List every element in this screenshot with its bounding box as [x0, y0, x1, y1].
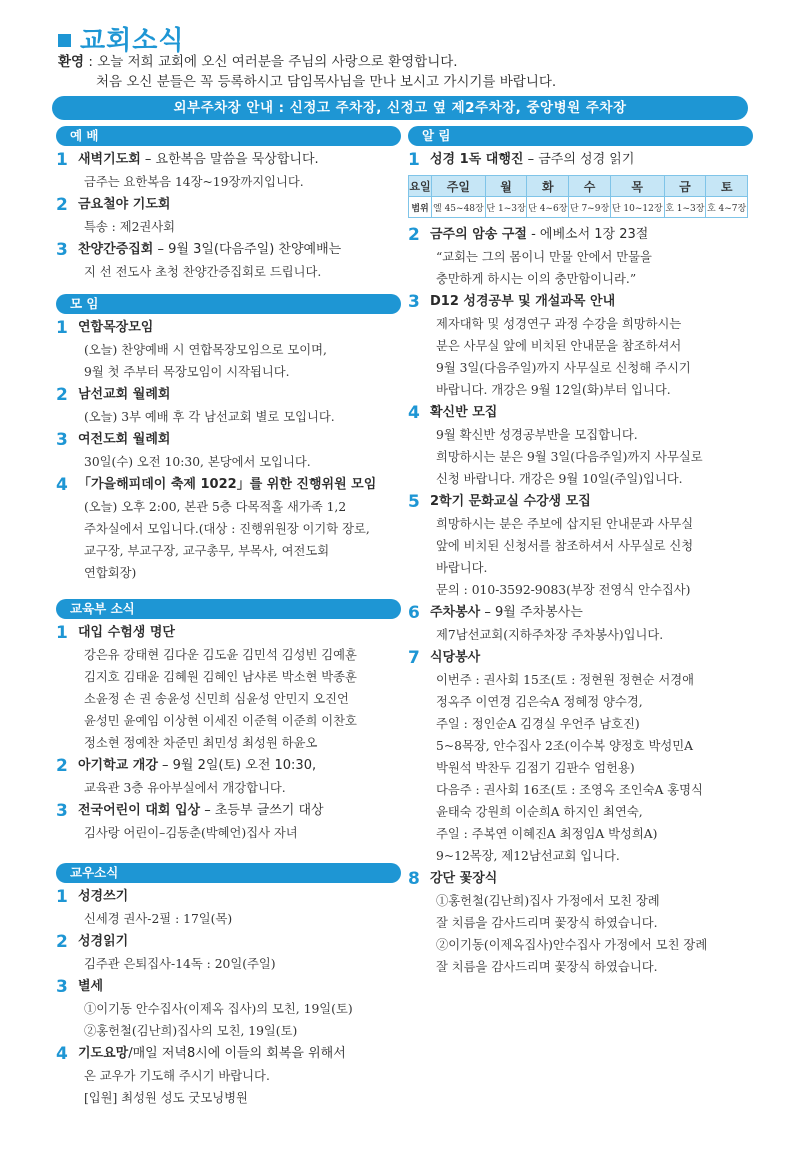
item-heading [78, 149, 401, 171]
item-body-line: “교회는 그의 몸이니 만물 안에서 만물을 [436, 250, 652, 264]
bible-table-header-row [409, 176, 748, 197]
item-label: 금주의 암송 구절 [430, 227, 527, 242]
item-body [430, 313, 753, 401]
item-number: 3 [56, 430, 68, 450]
item-body-line: 30일(수) 오전 10:30, 본당에서 모입니다. [84, 455, 311, 469]
item-body-line: 바랍니다. [436, 561, 488, 575]
item-body [78, 644, 401, 754]
section-notices-title: 알 림 [408, 126, 753, 146]
item-body-line: 박원석 박찬두 김점기 김판수 엄헌용) [436, 761, 635, 775]
item-body [430, 669, 753, 867]
item-body-line: ②홍헌철(김난희)집사의 모친, 19일(토) [84, 1024, 298, 1038]
item-number: 3 [56, 240, 68, 260]
item-body [78, 496, 401, 584]
item-label: 식당봉사 [430, 650, 481, 665]
page-title: 교회소식 [80, 25, 185, 56]
list-item [408, 602, 753, 646]
item-body-line: 잘 치름을 감사드리며 꽃장식 하였습니다. [436, 960, 658, 974]
item-body [78, 998, 401, 1042]
item-body-line: 금주는 요한복음 14장~19장까지입니다. [84, 175, 304, 189]
item-body-line: 윤성민 윤예임 이상현 이세진 이준혁 이준희 이찬호 [84, 714, 357, 728]
item-body-line: 교육관 3층 유아부실에서 개강합니다. [84, 781, 286, 795]
bible-table-range-row [409, 197, 748, 218]
list-item [56, 1043, 401, 1109]
item-heading [78, 194, 401, 216]
item-label: 새벽기도회 [78, 152, 141, 167]
item-body-line: 정옥주 이연경 김은숙A 정혜정 양수경, [436, 695, 643, 709]
item-label: 여전도회 월례회 [78, 432, 171, 447]
item-body-line: 5~8목장, 안수집사 2조(이수복 양정호 박성민A [436, 739, 694, 753]
list-item [408, 647, 753, 867]
item-number: 8 [408, 869, 420, 889]
welcome-line-1: : 오늘 저희 교회에 오신 여러분을 주님의 사랑으로 환영합니다. [84, 54, 458, 70]
item-body-line: 김지호 김태윤 김혜원 김혜인 남샤론 박소현 박종훈 [84, 670, 357, 684]
item-heading [78, 474, 401, 496]
item-body-line: ①이기동 안수집사(이제옥 집사)의 모친, 19일(토) [84, 1002, 353, 1016]
bible-table-day-label: 요일 [409, 176, 432, 197]
item-body-line: 분은 사무실 앞에 비치된 안내문을 참조하셔서 [436, 339, 682, 353]
item-label: 연합목장모임 [78, 320, 154, 335]
bible-table-range: 단 4~6장 [527, 197, 569, 218]
list-item [56, 317, 401, 383]
item-heading: 성경 1독 대행진 – 금주의 성경 읽기 [430, 152, 635, 167]
item-heading [430, 402, 753, 424]
welcome-line-2: 처음 오신 분들은 꼭 등록하시고 담임목사님을 만나 보시고 가시기를 바랍니다. [96, 74, 557, 90]
section-worship [56, 149, 401, 283]
page-title-row [58, 22, 184, 54]
bible-table-day: 화 [527, 176, 569, 197]
item-body-line: 온 교우가 기도해 주시기 바랍니다. [84, 1069, 270, 1083]
item-body-line: 신세경 권사-2필 : 17일(목) [84, 912, 233, 926]
item-number: 6 [408, 603, 420, 623]
item-body-line: ②이기동(이제옥집사)안수집사 가정에서 모친 장례 [436, 938, 708, 952]
section-education [56, 622, 401, 844]
item-body [430, 890, 753, 978]
item-label: 성경쓰기 [78, 889, 129, 904]
item-label: 확신반 모집 [430, 405, 498, 420]
item-heading [430, 868, 753, 890]
item-body [430, 424, 753, 490]
item-body-line: (오늘) 찬양예배 시 연합목장모임으로 모이며, [84, 343, 327, 357]
item-heading [78, 800, 401, 822]
item-body-line: 정소현 정예찬 차준민 최민성 최성원 하윤오 [84, 736, 318, 750]
item-label: 남선교회 월례회 [78, 387, 171, 402]
bible-table-range: 단 7~9장 [569, 197, 611, 218]
bible-table-range: 호 4~7장 [706, 197, 748, 218]
item-heading [430, 602, 753, 624]
item-label: 별세 [78, 979, 104, 994]
item-body-line: 잘 치름을 감사드리며 꽃장식 하였습니다. [436, 916, 658, 930]
item-body-line: 9월 3일(다음주일)까지 사무실로 신청해 주시기 [436, 361, 691, 375]
item-body-line: 윤태숙 강원희 이순희A 하지인 최연숙, [436, 805, 643, 819]
item-label: D12 성경공부 및 개설과목 안내 [430, 294, 616, 309]
item-heading [430, 647, 753, 669]
item-heading [78, 931, 401, 953]
item-label: 강단 꽃장식 [430, 871, 498, 886]
bible-table-day: 월 [485, 176, 527, 197]
list-item [56, 474, 401, 584]
item-number: 4 [56, 475, 68, 495]
item-heading [78, 239, 401, 261]
item-body-line: 소윤정 손 권 송윤성 신민희 심윤성 안민지 오진언 [84, 692, 349, 706]
parking-banner: 외부주차장 안내 : 신정고 주차장, 신정고 옆 제2주차장, 중앙병원 주차장 [52, 96, 748, 120]
list-item [408, 491, 753, 601]
item-label: 「가을해피데이 축제 1022」를 위한 진행위원 모임 [78, 477, 377, 492]
title-square-icon [58, 34, 71, 47]
item-body-line: 이번주 : 권사회 15조(토 : 정현원 정현순 서경애 [436, 673, 695, 687]
item-heading [78, 622, 401, 644]
item-body [78, 171, 401, 193]
right-column [408, 126, 753, 979]
list-item [56, 194, 401, 238]
item-body-line: 희망하시는 분은 주보에 삽지된 안내문과 사무실 [436, 517, 694, 531]
item-body [78, 339, 401, 383]
bible-table-range: 호 1~3장 [664, 197, 706, 218]
list-item [56, 886, 401, 930]
item-body-line: (오늘) 오후 2:00, 본관 5층 다목적홀 새가족 1,2 [84, 500, 347, 514]
item-body-line: 제7남선교회(지하주차장 주차봉사)입니다. [436, 628, 664, 642]
bible-table-day: 수 [569, 176, 611, 197]
item-number: 2 [408, 225, 420, 245]
item-number: 1 [56, 887, 68, 907]
item-body [78, 216, 401, 238]
welcome-label: 환영 [58, 54, 85, 70]
item-number: 3 [56, 977, 68, 997]
item-heading [430, 224, 753, 246]
item-body-line: 김주관 은퇴집사-14독 : 20일(주일) [84, 957, 276, 971]
item-number: 1 [56, 318, 68, 338]
item-body [78, 406, 401, 428]
section-members-title: 교우소식 [56, 863, 401, 883]
item-number: 4 [408, 403, 420, 423]
item-heading [78, 976, 401, 998]
item-number: 4 [56, 1044, 68, 1064]
item-body [78, 777, 401, 799]
bible-table-day: 목 [610, 176, 664, 197]
item-body-line: [입원] 최성원 성도 굿모닝병원 [84, 1091, 248, 1105]
list-item [408, 224, 753, 290]
bible-table-day: 토 [706, 176, 748, 197]
item-label: 주차봉사 [430, 605, 481, 620]
list-item [408, 402, 753, 490]
item-body-line: 문의 : 010-3592-9083(부장 전영식 안수집사) [436, 583, 691, 597]
list-item [56, 931, 401, 975]
item-label: 아기학교 개강 [78, 758, 158, 773]
item-body-line: 강은유 강태현 김다운 김도윤 김민석 김성빈 김예훈 [84, 648, 357, 662]
list-item [408, 291, 753, 401]
list-item [408, 868, 753, 978]
item-body [78, 953, 401, 975]
item-number: 2 [56, 195, 68, 215]
list-item [56, 384, 401, 428]
item-body-line: 주일 : 정인순A 김경실 우언주 남호진) [436, 717, 640, 731]
item-number: 2 [56, 385, 68, 405]
item-body-line: 교구장, 부교구장, 교구총무, 부목사, 여전도회 [84, 544, 330, 558]
list-item [56, 149, 401, 193]
item-body-line: 지 선 전도사 초청 찬양간증집회로 드립니다. [84, 265, 322, 279]
bible-table-day: 금 [664, 176, 706, 197]
item-label-rest: /매일 저녁8시에 이들의 회복을 위해서 [128, 1046, 346, 1061]
item-body-line: 희망하시는 분은 9월 3일(다음주일)까지 사무실로 [436, 450, 703, 464]
item-body [78, 261, 401, 283]
item-body-line: 9월 첫 주부터 목장모임이 시작됩니다. [84, 365, 290, 379]
section-members [56, 886, 401, 1109]
item-label-rest: – 9월 주차봉사는 [480, 605, 583, 620]
item-heading [430, 491, 753, 513]
item-heading [78, 429, 401, 451]
item-number: 2 [56, 932, 68, 952]
item-body-line: 바랍니다. 개강은 9월 12일(화)부터 입니다. [436, 383, 671, 397]
item-body [78, 1065, 401, 1109]
item-label: 찬양간증집회 [78, 242, 154, 257]
bible-table-range: 단 10~12장 [610, 197, 664, 218]
bible-table-range: 단 1~3장 [485, 197, 527, 218]
list-item [56, 239, 401, 283]
item-heading [78, 317, 401, 339]
item-body-line: (오늘) 3부 예배 후 각 남선교회 별로 모입니다. [84, 410, 335, 424]
item-number: 5 [408, 492, 420, 512]
item-number: 1 [56, 150, 68, 170]
item-label-rest: – 초등부 글쓰기 대상 [200, 803, 324, 818]
item-label: 금요철야 기도회 [78, 197, 171, 212]
item-number: 3 [56, 801, 68, 821]
list-item [56, 800, 401, 844]
bible-reading-table [408, 175, 748, 218]
item-label-rest: – 요한복음 말씀을 묵상합니다. [140, 152, 319, 167]
item-heading [78, 886, 401, 908]
list-item [56, 429, 401, 473]
section-worship-title: 예 배 [56, 126, 401, 146]
bible-table-day: 주일 [432, 176, 486, 197]
notice-item-bible-reading [408, 149, 753, 171]
item-body [78, 451, 401, 473]
item-body [78, 822, 401, 844]
item-body-line: 다음주 : 권사회 16조(토 : 조영옥 조인숙A 홍명식 [436, 783, 703, 797]
list-item [56, 755, 401, 799]
item-body-line: 신청 바랍니다. 개강은 9월 10일(주일)입니다. [436, 472, 683, 486]
list-item [56, 976, 401, 1042]
list-item [56, 622, 401, 754]
item-body-line: 주차실에서 모입니다.(대상 : 진행위원장 이기학 장로, [84, 522, 370, 536]
item-body-line: 특송 : 제2권사회 [84, 220, 176, 234]
item-number: 7 [408, 648, 420, 668]
item-label: 전국어린이 대회 입상 [78, 803, 201, 818]
section-notices [408, 224, 753, 978]
item-label: 2학기 문화교실 수강생 모집 [430, 494, 591, 509]
item-heading [78, 384, 401, 406]
item-number: 1 [408, 150, 420, 170]
section-meetings-title: 모 임 [56, 294, 401, 314]
item-body-line: 연합회장) [84, 566, 137, 580]
item-body-line: 김사랑 어린이–김동춘(박혜언)집사 자녀 [84, 826, 298, 840]
item-label-rest: – 9월 2일(토) 오전 10:30, [157, 758, 317, 773]
item-heading [78, 1043, 401, 1065]
item-body-line: ①홍헌철(김난희)집사 가정에서 모친 장례 [436, 894, 660, 908]
item-body-line: 제자대학 및 성경연구 과정 수강을 희망하시는 [436, 317, 682, 331]
item-number: 2 [56, 756, 68, 776]
item-number: 3 [408, 292, 420, 312]
item-body [430, 624, 753, 646]
item-body-line: 앞에 비치된 신청서를 참조하셔서 사무실로 신청 [436, 539, 694, 553]
welcome-message [58, 52, 758, 92]
item-body-line: 9~12목장, 제12남선교회 입니다. [436, 849, 620, 863]
bible-table-range-label: 범위 [409, 197, 432, 218]
item-label: 대입 수험생 명단 [78, 625, 175, 640]
item-body [78, 908, 401, 930]
item-body [430, 246, 753, 290]
left-column [56, 126, 401, 1110]
bible-table-range: 엘 45~48장 [432, 197, 486, 218]
item-heading [430, 291, 753, 313]
item-label-rest: - 에베소서 1장 23절 [526, 227, 649, 242]
section-meetings [56, 317, 401, 584]
item-label: 성경읽기 [78, 934, 129, 949]
item-label: 기도요망 [78, 1046, 129, 1061]
item-heading [78, 755, 401, 777]
section-education-title: 교육부 소식 [56, 599, 401, 619]
item-body [430, 513, 753, 601]
item-body-line: 충만하게 하시는 이의 충만함이니라.” [436, 272, 637, 286]
item-number: 1 [56, 623, 68, 643]
item-body-line: 9월 확신반 성경공부반을 모집합니다. [436, 428, 638, 442]
item-label-rest: – 9월 3일(다음주일) 찬양예배는 [153, 242, 342, 257]
item-body-line: 주일 : 주복연 이혜진A 최정임A 박성희A) [436, 827, 658, 841]
